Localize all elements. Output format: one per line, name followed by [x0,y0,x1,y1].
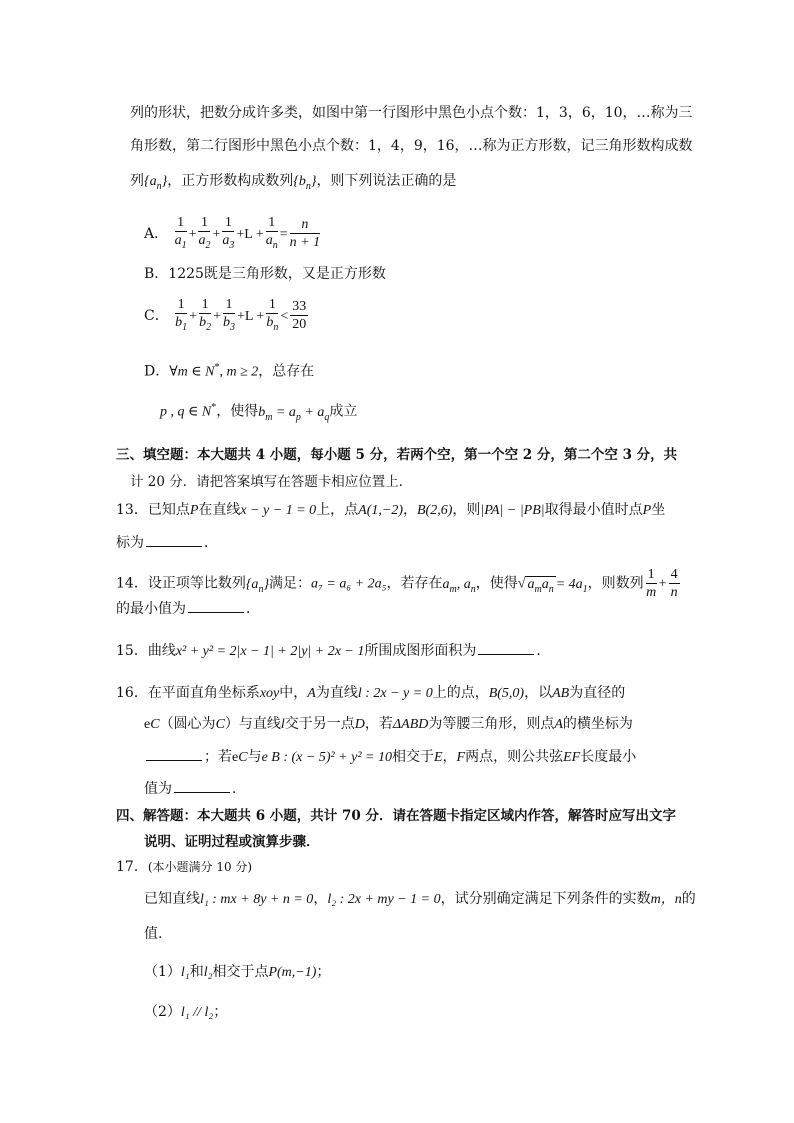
frac-1-m: $\frac{1}{m}$ [646,567,657,600]
ellipsis-l: +L + [236,226,264,242]
answer-blank-15[interactable] [478,640,534,655]
question-15: 15．曲线x² + y² = 2|x − 1| + 2|y| + 2x − 1所围成图形面积为 ． [116,640,550,662]
section-3-line-1: 三、填空题：本大题共 4 小题，每小题 5 分，若两个空，第一个空 2 分，第二个空 3 分，共 [116,447,678,463]
answer-blank-13[interactable] [146,532,202,547]
answer-blank-14[interactable] [188,598,244,613]
option-a: A． $\frac{1}{a_1}$ + $\frac{1}{a_2}$ + $\frac{1}{a_3}$ +L + $\frac{1}{a_n}$ = $\frac{n}{n + 1}$ [144,214,322,254]
seq-an: $\{a_n\}$ [245,576,270,595]
answer-blank-16a[interactable] [146,746,202,761]
question-16-line-4: 值为 ． [144,778,246,799]
intro-line-3-b: ，正方形数构成数列 [167,173,294,189]
option-c-label: C． [144,307,169,324]
section-3-line-2: 计 20 分．请把答案填写在答题卡相应位置上． [130,474,413,490]
option-d-label: D． [144,363,170,380]
section-4-line-1: 四、解答题：本大题共 6 小题，共计 70 分．请在答题卡指定区域内作答，解答时应写出文字 [116,808,676,824]
frac-4-n: $\frac{4}{n}$ [670,567,678,600]
frac-1-b3: $\frac{1}{b_3}$ [222,297,235,333]
option-a-label: A． [144,225,169,242]
option-b-label: B． [144,266,169,282]
question-14-line-2: 的最小值为 ． [116,598,260,619]
question-17-header: 17．(本小题满分 10 分) [116,859,253,875]
intro-line-2: 角形数，第二行图形中黑色小点个数：1，4，9，16，…称为正方形数，记三角形数构成数 [130,138,693,154]
question-13: 13．已知点P在直线x − y − 1 = 0上，点A(1,−2)，B(2,6)，则|PA| − |PB|取得最小值时点P坐 [116,502,666,518]
question-13-line-2: 标为 ． [116,532,218,553]
frac-1-an: $\frac{1}{a_n}$ [265,215,278,251]
question-17-line-2: 值. [144,926,163,942]
option-b [144,264,386,284]
frac-33-20: $\frac{33}{20}$ [292,299,307,333]
frac-1-b2: $\frac{1}{b_2}$ [199,297,212,333]
option-b-text: 1225既是三角形数，又是正方形数 [168,266,386,282]
question-17-line-1: 已知直线l₁ : mx + 8y + n = 0，l₂ : 2x + my − 1 = 0，试分别确定满足下列条件的实数m，n的 [144,891,696,907]
option-d-forall: ∀m ∈ N [169,364,215,380]
intro-line-3 [130,171,456,197]
question-17-part-2: （2）l₁ // l₂； [144,1004,228,1020]
option-d-line-2: p , q ∈ N*，使得$b_m = a_p + a_q$成立 [160,402,358,423]
answer-blank-16b[interactable] [174,778,230,793]
question-17-part-1: （1）l₁和l₂相交于点P(m,−1)； [144,964,331,980]
option-c: C． $\frac{1}{b_1}$ + $\frac{1}{b_2}$ + $\frac{1}{b_3}$ +L + $\frac{1}{b_n}$ < $\frac{33}{20}$ [144,296,310,336]
intro-line-1: 列的形状，把数分成许多类，如图中第一行图形中黑色小点个数：1，3，6，10，…称为三 [130,105,693,121]
question-16-line-3: ；若eC与e B : (x − 5)² + y² = 10相交于E，F两点，则公共弦EF长度最小 [144,746,636,768]
question-14: 14．设正项等比数列$\{a_n\}$满足：a₇ = a₆ + 2a₅，若存在$a_m$, $a_n$，使得√ $a_ma_n = 4a_1$，则数列 $\frac{1}{m}$ + $\frac{4}{n}$ [116,567,678,600]
question-16-line-2: eC（圆心为C）与直线l交于另一点D，若ΔABD为等腰三角形，则点A的横坐标为 [144,716,633,732]
intro-line-3-c: ，则下列说法正确的是 [316,173,457,189]
seq-b: $\{b_n\}$ [293,174,317,192]
frac-1-a1: $\frac{1}{a_1}$ [174,215,187,251]
frac-1-bn: $\frac{1}{b_n}$ [266,297,279,333]
seq-a: $\{a_n\}$ [144,174,168,192]
frac-1-a2: $\frac{1}{a_2}$ [198,215,211,251]
intro-line-3-a: 列 [130,173,144,189]
question-16: 16．在平面直角坐标系xoy中，A为直线l : 2x − y = 0上的点，B(5,0)，以AB为直径的 [116,685,626,701]
frac-1-a3: $\frac{1}{a_3}$ [222,215,235,251]
section-4-line-2: 说明、证明过程或演算步骤． [144,834,320,850]
option-d: D．∀m ∈ N*, m ≥ 2，总存在 [144,362,315,380]
sqrt-expr: √ $a_ma_n$ [517,576,554,595]
frac-n-n1: $\frac{n}{n + 1}$ [289,217,321,251]
frac-1-b1: $\frac{1}{b_1}$ [175,297,188,333]
